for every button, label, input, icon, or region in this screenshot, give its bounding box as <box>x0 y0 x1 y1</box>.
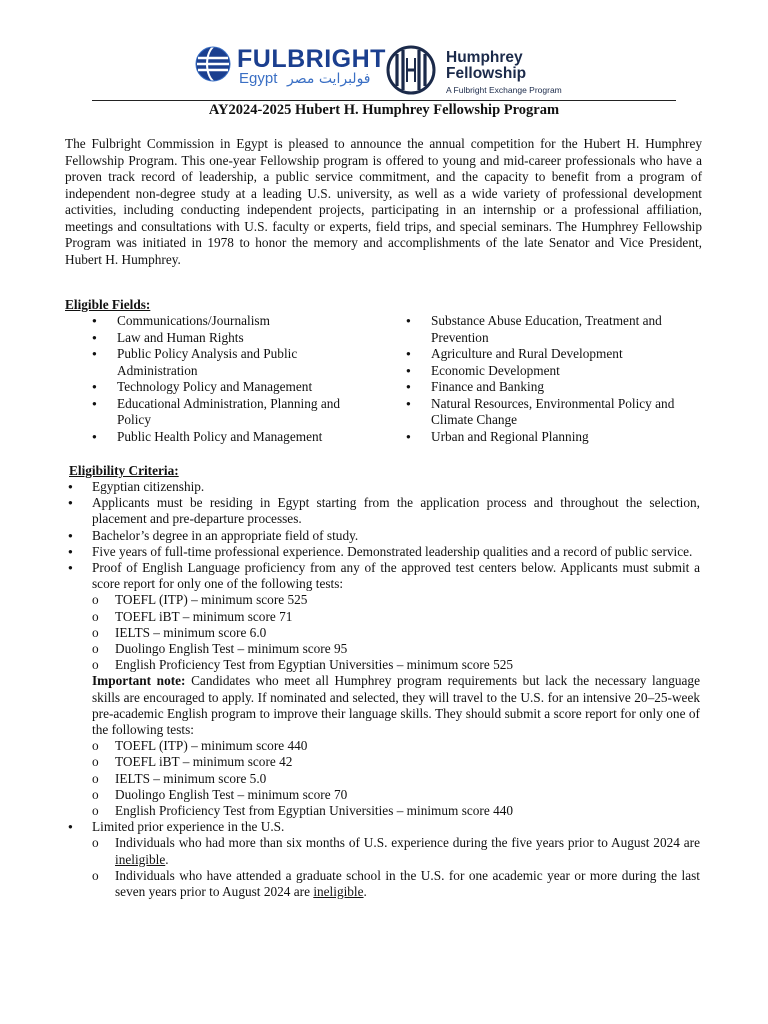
humphrey-wordmark-line2: Fellowship <box>446 65 527 82</box>
important-note <box>92 673 700 738</box>
eligible-fields-heading: Eligible Fields: <box>65 297 151 312</box>
test-item: o TOEFL (ITP) – minimum score 525 <box>92 592 700 608</box>
test-item: o Duolingo English Test – minimum score 95 <box>92 641 700 657</box>
page-title: AY2024-2025 Hubert H. Humphrey Fellowship Program <box>208 102 560 118</box>
eligibility-criteria-heading: Eligibility Criteria: <box>69 463 179 478</box>
eligibility-criteria-list <box>65 479 700 900</box>
field-item: ● Law and Human Rights <box>92 330 357 347</box>
criterion-english <box>65 560 700 819</box>
field-item: ● Technology Policy and Management <box>92 379 357 396</box>
field-item: ● Agriculture and Rural Development <box>406 346 681 363</box>
fulbright-wordmark: FULBRIGHT <box>237 45 386 73</box>
important-note-text: Candidates who meet all Humphrey program requirements but lack the necessary language skills are encouraged to apply. If nominated and selected, they will travel to the U.S. for an intensive 20–25-week pre-academic English program to improve their language skills. They should submit a score report for only one of the following tests: <box>92 673 700 738</box>
test-item: o English Proficiency Test from Egyptian Universities – minimum score 525 <box>92 657 700 673</box>
field-item: ● Urban and Regional Planning <box>406 429 681 446</box>
fulbright-country: Egypt <box>239 70 278 87</box>
field-item: ● Finance and Banking <box>406 379 681 396</box>
us-rule-item <box>92 868 700 900</box>
us-experience-text: Limited prior experience in the U.S. <box>92 819 285 835</box>
humphrey-wordmark-line1: Humphrey <box>446 49 523 66</box>
test-item: o Duolingo English Test – minimum score 70 <box>92 787 700 803</box>
ineligible-term: ineligible <box>115 851 166 867</box>
field-item: ● Economic Development <box>406 363 681 380</box>
humphrey-fellowship-logo <box>385 44 585 94</box>
field-item: ● Communications/Journalism <box>92 313 357 330</box>
humphrey-emblem-icon <box>385 44 437 96</box>
fulbright-egypt-logo <box>195 44 386 88</box>
us-rule-text: Individuals who have attended a graduate school in the U.S. for one academic year or more during the last seven years prior to August 2024 are <box>115 867 700 900</box>
us-rule-item <box>92 835 700 867</box>
us-rule-text: Individuals who had more than six months of U.S. experience during the five years prior to August 2024 are <box>115 835 700 851</box>
criterion-degree: ● Bachelor’s degree in an appropriate field of study. <box>65 528 700 544</box>
field-item: ● Substance Abuse Education, Treatment and Prevention <box>406 313 681 346</box>
criterion-citizenship: ● Egyptian citizenship. <box>65 479 700 495</box>
humphrey-wordmark <box>446 50 526 82</box>
page-header <box>0 40 768 95</box>
test-item: o IELTS – minimum score 5.0 <box>92 771 700 787</box>
test-item: o IELTS – minimum score 6.0 <box>92 625 700 641</box>
test-item: o TOEFL iBT – minimum score 71 <box>92 609 700 625</box>
header-divider <box>92 100 676 101</box>
us-experience-rules <box>92 835 700 900</box>
criterion-residence: ● Applicants must be residing in Egypt starting from the application process and throughout the selection, placement and pre-departure processes. <box>65 495 700 527</box>
criterion-us-experience <box>65 819 700 900</box>
intro-paragraph: The Fulbright Commission in Egypt is pleased to announce the annual competition for the Hubert H. Humphrey Fellowship Program. This one-year Fellowship program is offered to young and mid-career professionals who have a proven track record of leadership, a public service commitment, and the capacity to benefit from a program of independent non-degree study at a leading U.S. university, as well as a wide variety of professional development activities, including conducting independent projects, participating in an internship or a professional affiliation, meetings and consultations with U.S. faculty or experts, field trips, and special seminars. The Humphrey Fellowship Program was initiated in 1978 to honor the memory and accomplishments of the late Senator and Vice President, Hubert H. Humphrey. <box>65 136 702 267</box>
test-item: o English Proficiency Test from Egyptian Universities – minimum score 440 <box>92 803 700 819</box>
ineligible-term: ineligible <box>313 884 364 900</box>
field-item: ● Natural Resources, Environmental Policy and Climate Change <box>406 396 681 429</box>
english-intro: Proof of English Language proficiency from any of the approved test centers below. Applicants must submit a score report for only one of the following tests: <box>92 560 700 592</box>
eligible-fields-left-list <box>92 313 357 445</box>
field-item: ● Educational Administration, Planning and Policy <box>92 396 357 429</box>
fulbright-globe-icon <box>195 46 231 82</box>
fulbright-arabic-name: فولبرايت مصر <box>287 71 371 87</box>
criterion-experience: ● Five years of full-time professional experience. Demonstrated leadership qualities and a record of public service. <box>65 544 700 560</box>
test-item: o TOEFL iBT – minimum score 42 <box>92 754 700 770</box>
field-item: ● Public Policy Analysis and Public Administration <box>92 346 357 379</box>
standard-test-list <box>92 592 700 673</box>
humphrey-tagline: A Fulbright Exchange Program <box>446 85 562 95</box>
period: . <box>165 851 169 867</box>
period: . <box>363 884 367 900</box>
field-item: ● Public Health Policy and Management <box>92 429 357 446</box>
test-item: o TOEFL (ITP) – minimum score 440 <box>92 738 700 754</box>
reduced-test-list <box>92 738 700 819</box>
eligible-fields-right-list <box>406 313 681 445</box>
important-note-label: Important note: <box>92 673 186 689</box>
